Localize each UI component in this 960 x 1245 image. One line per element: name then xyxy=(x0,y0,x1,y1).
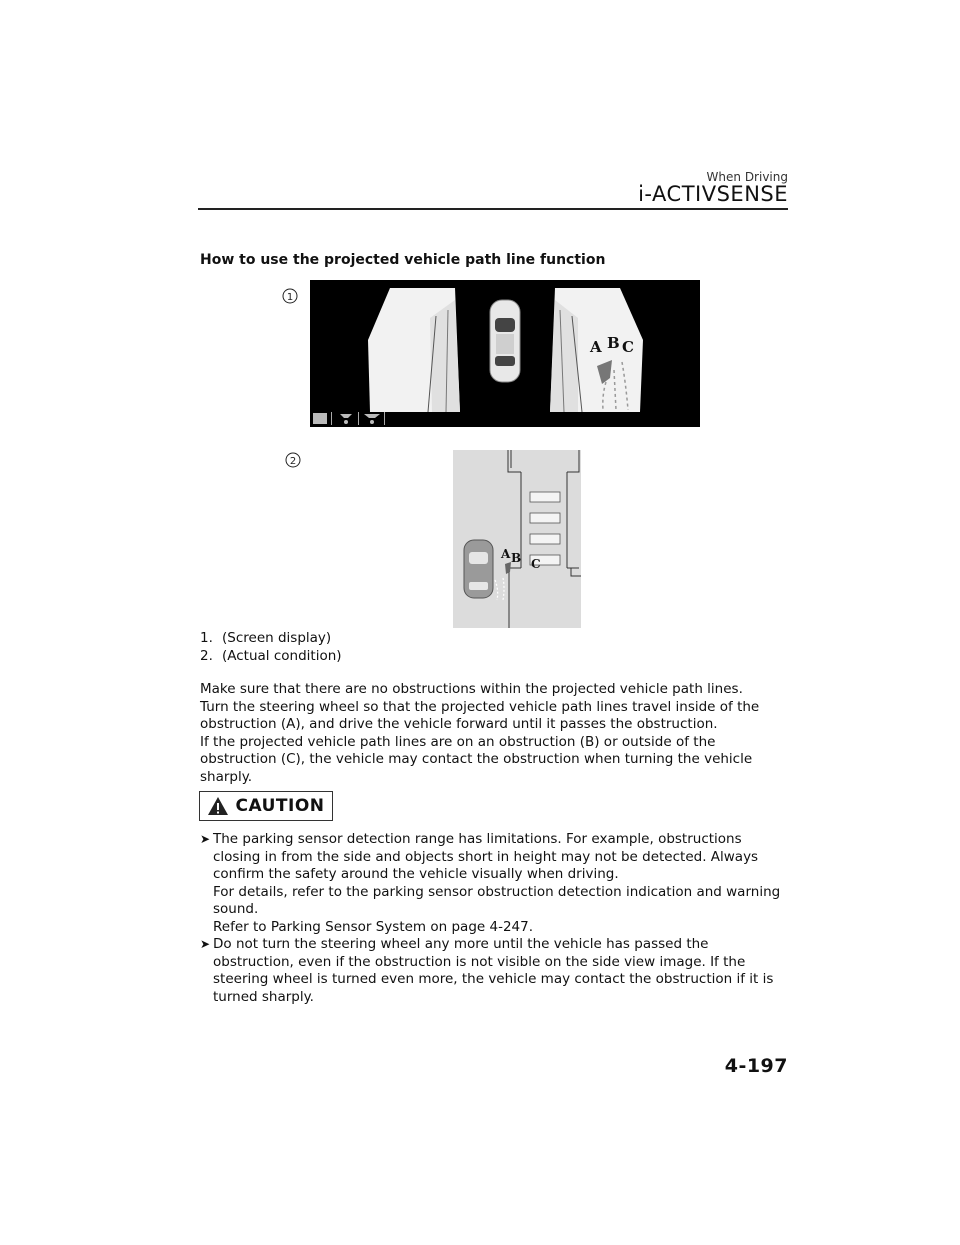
header-section: When Driving xyxy=(706,170,788,184)
caption-text: (Screen display) xyxy=(222,630,332,646)
header-chapter: i-ACTIVSENSE xyxy=(638,182,788,206)
figure-captions xyxy=(200,629,342,665)
caption-text: (Actual condition) xyxy=(222,648,342,664)
warning-triangle-icon xyxy=(207,796,229,816)
caption-number: 1. xyxy=(200,630,213,646)
caption-number: 2. xyxy=(200,648,213,664)
figure-1-number-text: 1 xyxy=(286,292,294,303)
caution-text: Do not turn the steering wheel any more until the vehicle has passed the obstruction, even if the obstruction is not visible on the side view image. If the steering wheel is turned even more, the vehicle may contact the obstruction if it is turned sharply. xyxy=(213,936,774,1005)
caution-heading xyxy=(199,791,333,821)
caution-item xyxy=(200,831,792,936)
camera-icon xyxy=(313,413,327,424)
screen-display-figure xyxy=(310,280,700,427)
figure-2-number-circle xyxy=(285,452,301,468)
actual-condition-illustration xyxy=(453,450,581,628)
paragraph-line: Make sure that there are no obstructions within the projected vehicle path lines. xyxy=(200,681,743,697)
label-b: B xyxy=(511,551,522,565)
figure-2-number-text: 2 xyxy=(289,456,297,467)
caution-list xyxy=(200,831,792,1006)
body-paragraph xyxy=(200,681,790,786)
caution-text: The parking sensor detection range has limitations. For example, obstructions closing in from the side and objects short in height may not be detected. Always confirm the safety around the vehicle visually when driving. xyxy=(213,831,759,882)
paragraph-line: If the projected vehicle path lines are on an obstruction (B) or outside of the obstruction (C), the vehicle may contact the obstruction when turning the vehicle sharply. xyxy=(200,733,753,785)
vehicle-icon xyxy=(464,540,493,598)
page-number: 4-197 xyxy=(724,1055,788,1077)
section-title: How to use the projected vehicle path line function xyxy=(200,252,606,268)
arrow-bullet-icon: ➤ xyxy=(200,832,211,846)
caution-text: For details, refer to the parking sensor obstruction detection indication and warning sound. xyxy=(213,883,781,917)
label-a: A xyxy=(501,547,511,561)
caution-label: CAUTION xyxy=(235,796,325,816)
paragraph-line: Turn the steering wheel so that the projected vehicle path lines travel inside of the obstruction (A), and drive the vehicle forward until it passes the obstruction. xyxy=(200,698,760,732)
figure-2-number xyxy=(285,452,301,468)
actual-condition-figure xyxy=(453,450,581,628)
arrow-bullet-icon: ➤ xyxy=(200,937,211,951)
caption-item xyxy=(200,629,342,647)
figure-1-number xyxy=(282,288,298,304)
caution-item xyxy=(200,936,792,1006)
header-rule xyxy=(198,208,788,210)
label-c: C xyxy=(622,338,634,356)
figure-1-number-circle xyxy=(282,288,298,304)
caption-item xyxy=(200,647,342,665)
label-b: B xyxy=(607,334,620,352)
label-c: C xyxy=(531,557,541,571)
label-a: A xyxy=(590,338,602,356)
vehicle-top-view-icon xyxy=(490,300,520,382)
screen-display-illustration xyxy=(310,280,700,427)
caution-text: Refer to Parking Sensor System on page 4-247. xyxy=(213,918,533,935)
